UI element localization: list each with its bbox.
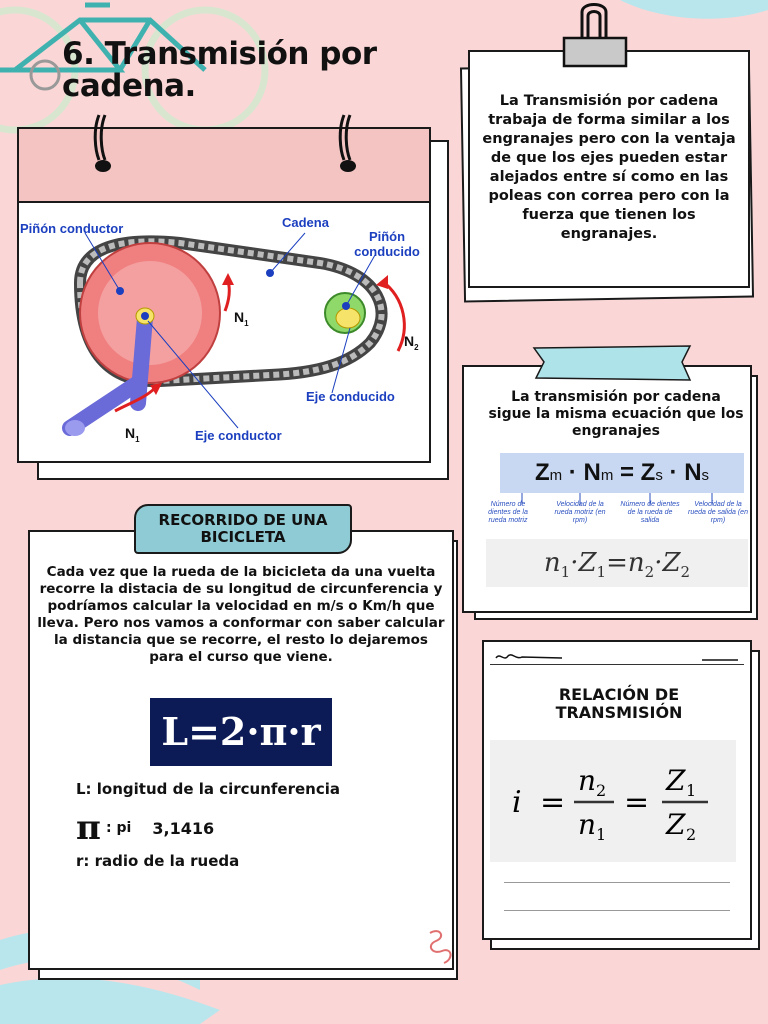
label-eje-conducido: Eje conducido [306, 389, 395, 404]
circumference-formula: L=2·π·r [150, 698, 332, 766]
pi-label: : pi [105, 820, 132, 836]
binder-clip-icon [560, 0, 630, 72]
label-pinon-conducido: Piñón conducido [354, 229, 420, 259]
formula-dot: · [568, 459, 577, 486]
f2-n: n [627, 548, 645, 578]
pi-symbol: π [76, 808, 101, 848]
relation-formula-svg [490, 740, 740, 862]
intro-card [468, 50, 750, 288]
bike-header-text: RECORRIDO DE UNA BICICLETA [158, 511, 328, 546]
label-eje-conductor: Eje conductor [195, 428, 282, 443]
f2-eq: = [606, 548, 628, 578]
f2-sub: 1 [560, 563, 571, 582]
formula-z: Z [534, 459, 550, 486]
pi-value: 3,1416 [152, 818, 215, 838]
relation-title: RELACIÓN DE TRANSMISIÓN [555, 685, 683, 722]
chain-formula [486, 539, 748, 587]
n1-top-sub: 1 [244, 318, 249, 328]
label-n2 [404, 333, 419, 352]
formula-s-sub: s [701, 467, 710, 484]
chain-diagram [20, 203, 428, 459]
rel-z-top: Z [666, 764, 686, 797]
equation-card [462, 365, 752, 613]
f2-z: Z [662, 548, 681, 578]
formula-n: N [684, 459, 702, 486]
relation-rule-2 [504, 910, 730, 911]
rel-i: i [512, 785, 522, 820]
squiggle-decoration [422, 925, 462, 975]
n1-bottom-sub: 1 [135, 434, 140, 444]
legend-l: L: longitud de la circunferencia [76, 780, 340, 798]
equation-intro-text: La transmisión por cadena sigue la misma ecuación que los engranajes [488, 389, 744, 439]
f2-sub: 1 [596, 563, 607, 582]
relation-card [482, 640, 752, 940]
f2-dot: · [570, 548, 579, 578]
bike-header-banner [134, 504, 352, 554]
f2-n: n [543, 548, 561, 578]
bike-card [28, 530, 454, 970]
rel-n-bottom-sub: 1 [596, 825, 607, 844]
label-n1-bottom [125, 425, 140, 444]
page-title: 6. Transmisión por cadena. [62, 36, 377, 104]
gear-formula-box [500, 453, 744, 493]
binder-ring-icon [330, 110, 370, 180]
rel-n-top-sub: 2 [596, 781, 607, 800]
n1-top-letter: N [234, 309, 245, 325]
rel-n-bottom: n [578, 808, 597, 841]
formula-equals: = [619, 459, 634, 486]
f2-sub: 2 [680, 563, 691, 582]
formula-m-sub: m [549, 467, 563, 484]
formula-m-sub: m [600, 467, 614, 484]
legend-pi-row [76, 808, 215, 848]
formula-dot: · [669, 459, 678, 486]
label-n1-top [234, 309, 249, 328]
n2-letter: N [404, 333, 415, 349]
binder-ring-icon [85, 110, 125, 180]
f2-z: Z [578, 548, 597, 578]
formula-s-sub: s [655, 467, 663, 484]
label-pinon-conductor: Piñón conductor [20, 221, 124, 236]
legend-r: r: radio de la rueda [76, 852, 240, 870]
note-speed-output: Velocidad de la rueda de salida (en rpm) [688, 501, 748, 524]
f2-sub: 2 [644, 563, 655, 582]
rel-z-top-sub: 1 [686, 781, 697, 800]
label-cadena: Cadena [282, 215, 329, 230]
intro-text: La Transmisión por cadena trabaja de forma similar a los engranajes pero con la ventaja de que los ejes pueden estar alejados entre sí como en las poleas con correa pero con la fuerza que tienen los engranajes. [482, 93, 736, 242]
formula-z: Z [640, 459, 656, 486]
relation-formula [490, 740, 736, 862]
rel-n-top: n [578, 764, 597, 797]
formula-n: N [583, 459, 601, 486]
rel-eq1: = [540, 785, 566, 820]
rel-z-bottom-sub: 2 [686, 825, 697, 844]
teal-tape-decoration [532, 344, 692, 382]
n2-sub: 2 [414, 342, 419, 352]
note-teeth-output: Número de dientes de la rueda de salida [620, 501, 680, 524]
note-speed-driver: Velocidad de la rueda motriz (en rpm) [554, 501, 606, 524]
rel-eq2: = [624, 785, 650, 820]
n1-bottom-letter: N [125, 425, 136, 441]
relation-rule-1 [504, 882, 730, 883]
f2-dot: · [654, 548, 663, 578]
rel-z-bottom: Z [666, 808, 686, 841]
relation-top-rule [490, 664, 744, 665]
corner-decoration [620, 0, 768, 40]
note-teeth-driver: Número de dientes de la rueda motriz [488, 501, 528, 524]
bike-text: Cada vez que la rueda de la bicicleta da una vuelta recorre la distacia de su longitud de circunferencia y podríamos calcular la velocidad en m/s o Km/h que lleva. Pero nos vamos a conformar con saber calcular la distancia que se recorre, el resto lo dejaremos para el curso que viene. [37, 564, 445, 665]
